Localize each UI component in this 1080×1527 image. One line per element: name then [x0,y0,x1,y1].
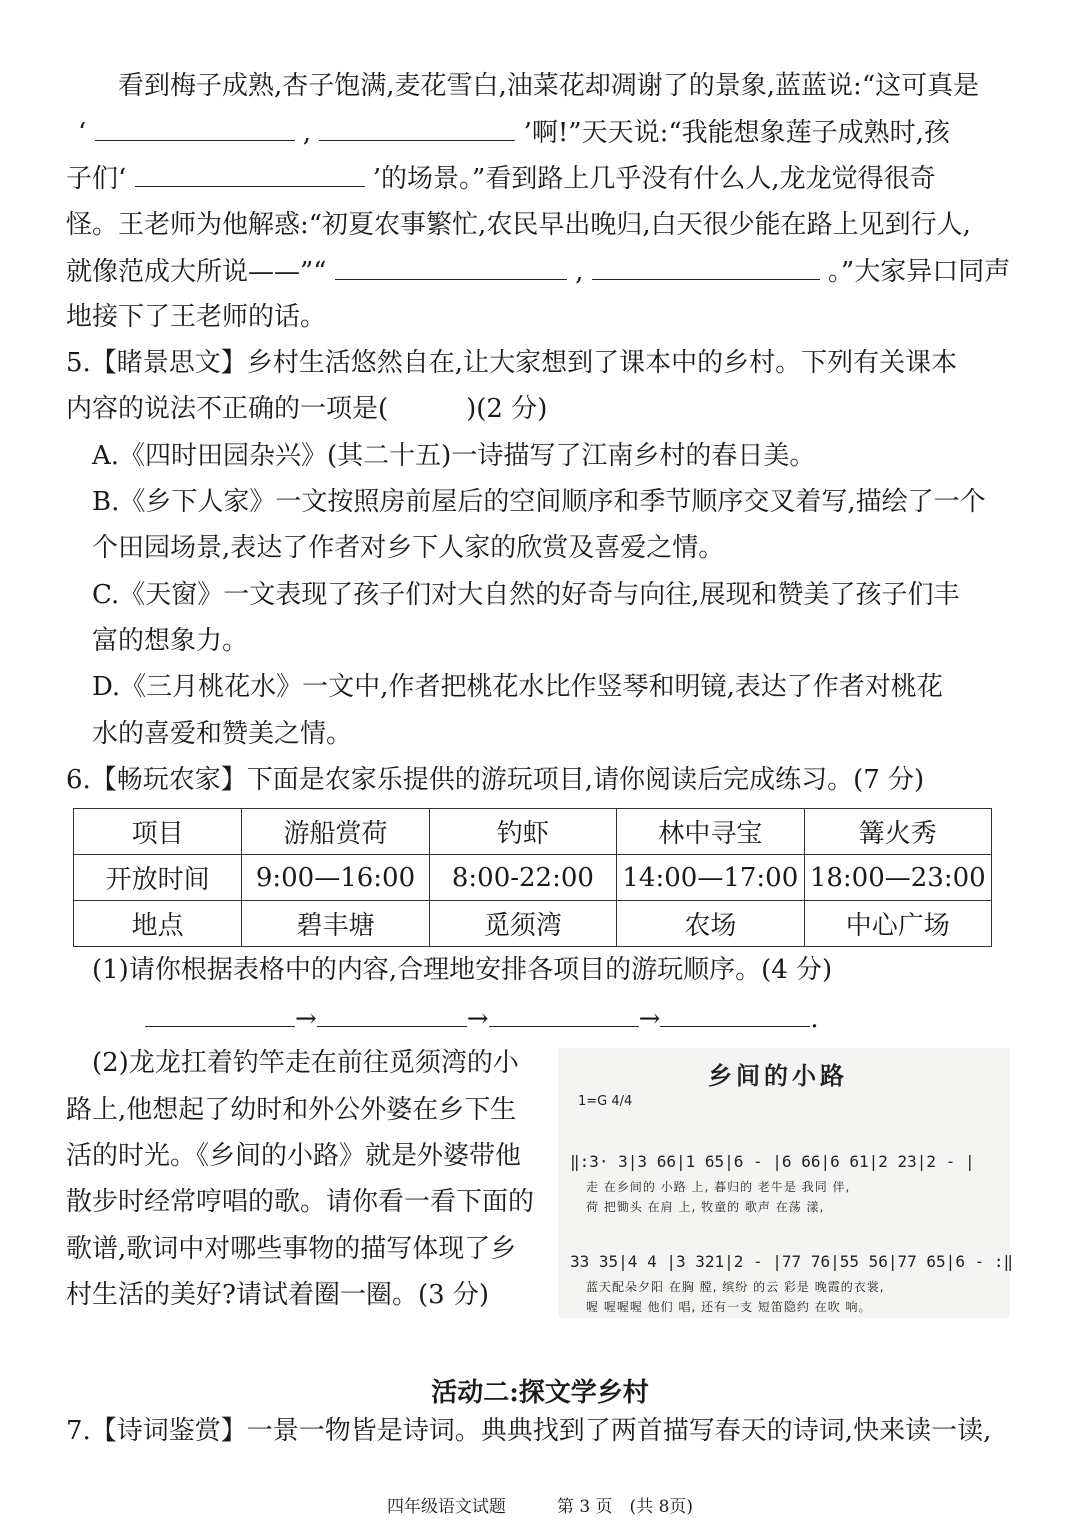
table-header-cell: 钓虾 [429,809,616,855]
passage-line-2 [78,114,950,151]
score-lyric-2b[interactable]: 喔 喔喔喔 他们 唱, 还有一支 短笛隐约 在吹 响。 [586,1300,872,1314]
table-header-cell: 篝火秀 [804,809,991,855]
quote-open: ‘ [78,118,87,148]
answer-blank-5[interactable] [592,253,820,280]
answer-blank-2[interactable] [319,114,515,141]
score-lyric-1b[interactable]: 荷 把锄头 在肩 上, 牧童的 歌声 在荡 漾, [586,1200,825,1214]
passage-line-3 [66,160,936,197]
q5-line-2[interactable]: 内容的说法不正确的一项是( )(2 分) [66,394,548,424]
passage-line-3-rest: ’的场景。”看到路上几乎没有什么人,龙龙觉得很奇 [372,164,936,194]
score-key: 1=G 4/4 [578,1094,633,1109]
comma: , [575,257,584,287]
score-notes-1: ‖:3· 3|3 66|1 65|6 - |6 66|6 61|2 23|2 - | [570,1152,975,1171]
table-cell: 中心广场 [804,901,991,947]
q5-option-b-1: B.《乡下人家》一文按照房前屋后的空间顺序和季节顺序交叉着写,描绘了一个 [92,487,986,517]
activity-table [73,808,992,947]
q5-option-d-1: D.《三月桃花水》一文中,作者把桃花水比作竖琴和明镜,表达了作者对桃花 [92,672,943,702]
passage-line-1: 看到梅子成熟,杏子饱满,麦花雪白,油菜花却凋谢了的景象,蓝蓝说:“这可真是 [118,71,980,101]
table-row [74,901,992,947]
passage-line-5-start: 就像范成大所说——”“ [66,257,327,287]
score-lyric-2a[interactable]: 蓝天配朵夕阳 在胸 膛, 缤纷 的云 彩是 晚霞的衣裳, [586,1280,885,1294]
q6-title: 6.【畅玩农家】下面是农家乐提供的游玩项目,请你阅读后完成练习。(7 分) [66,765,925,795]
page-footer: 四年级语文试题 第 3 页 (共 8页) [386,1497,694,1517]
table-cell: 觅须湾 [429,901,616,947]
q5-option-c-2: 富的想象力。 [92,626,249,656]
table-cell: 开放时间 [74,855,242,901]
order-answer-row [145,1000,819,1037]
passage-line-3-start: 子们‘ [66,164,127,194]
q6-sub-2-line-4: 散步时经常哼唱的歌。请你看一看下面的 [66,1187,535,1217]
arrow-icon: → [466,1004,489,1034]
comma: , [302,118,312,148]
table-cell: 碧丰塘 [242,901,429,947]
song-score [558,1048,1014,1318]
table-cell: 8:00-22:00 [429,855,616,901]
score-notes-2: 33 35|4 4 |3 321|2 - |77 76|55 56|77 65|6 - :‖ [570,1252,1014,1271]
q6-sub-2-line-5: 歌谱,歌词中对哪些事物的描写体现了乡 [66,1234,517,1264]
table-header-cell: 游船赏荷 [242,809,429,855]
answer-blank-3[interactable] [135,160,365,187]
passage-line-2-rest: ’啊!”天天说:“我能想象莲子成熟时,孩 [523,118,950,148]
passage-line-4: 怪。王老师为他解惑:“初夏农事繁忙,农民早出晚归,白天很少能在路上见到行人, [66,210,971,240]
table-cell: 18:00—23:00 [804,855,991,901]
period: . [810,1004,819,1034]
q5-option-d-2: 水的喜爱和赞美之情。 [92,719,353,749]
table-cell: 地点 [74,901,242,947]
q5-option-a: A.《四时田园杂兴》(其二十五)一诗描写了江南乡村的春日美。 [92,441,816,471]
q5-line-1: 5.【睹景思文】乡村生活悠然自在,让大家想到了课本中的乡村。下列有关课本 [66,348,958,378]
q6-sub-2-line-6: 村生活的美好?请试着圈一圈。(3 分) [66,1280,490,1310]
q6-sub-1: (1)请你根据表格中的内容,合理地安排各项目的游玩顺序。(4 分) [92,955,833,985]
table-cell: 14:00—17:00 [617,855,804,901]
q5-option-b-2: 个田园场景,表达了作者对乡下人家的欣赏及喜爱之情。 [92,533,725,563]
q5-option-c-1: C.《天窗》一文表现了孩子们对大自然的好奇与向往,展现和赞美了孩子们丰 [92,580,960,610]
score-title: 乡间的小路 [708,1061,848,1090]
order-blank-4[interactable] [660,1000,810,1027]
score-lyric-1a[interactable]: 走 在乡间的 小路 上, 暮归的 老牛是 我同 伴, [586,1180,851,1194]
q6-sub-2-line-2: 路上,他想起了幼时和外公外婆在乡下生 [66,1095,517,1125]
table-cell: 9:00—16:00 [242,855,429,901]
order-blank-1[interactable] [145,1000,295,1027]
table-row [74,809,992,855]
passage-line-5-rest: 。”大家异口同声 [827,257,1011,287]
passage-line-6: 地接下了王老师的话。 [66,302,327,332]
arrow-icon: → [295,1004,317,1034]
answer-blank-1[interactable] [95,114,295,141]
section-title: 活动二:探文学乡村 [431,1378,649,1408]
answer-blank-4[interactable] [335,253,567,280]
table-header-cell: 项目 [74,809,242,855]
q7-line-1: 7.【诗词鉴赏】一景一物皆是诗词。典典找到了两首描写春天的诗词,快来读一读, [66,1416,992,1446]
order-blank-3[interactable] [489,1000,639,1027]
table-header-cell: 林中寻宝 [617,809,804,855]
q6-sub-2-line-1: (2)龙龙扛着钓竿走在前往觅须湾的小 [92,1048,519,1078]
q6-sub-2-line-3: 活的时光。《乡间的小路》就是外婆带他 [66,1141,522,1171]
arrow-icon: → [638,1004,661,1034]
passage-line-5 [66,253,1010,290]
table-row [74,855,992,901]
order-blank-2[interactable] [317,1000,467,1027]
table-cell: 农场 [617,901,804,947]
